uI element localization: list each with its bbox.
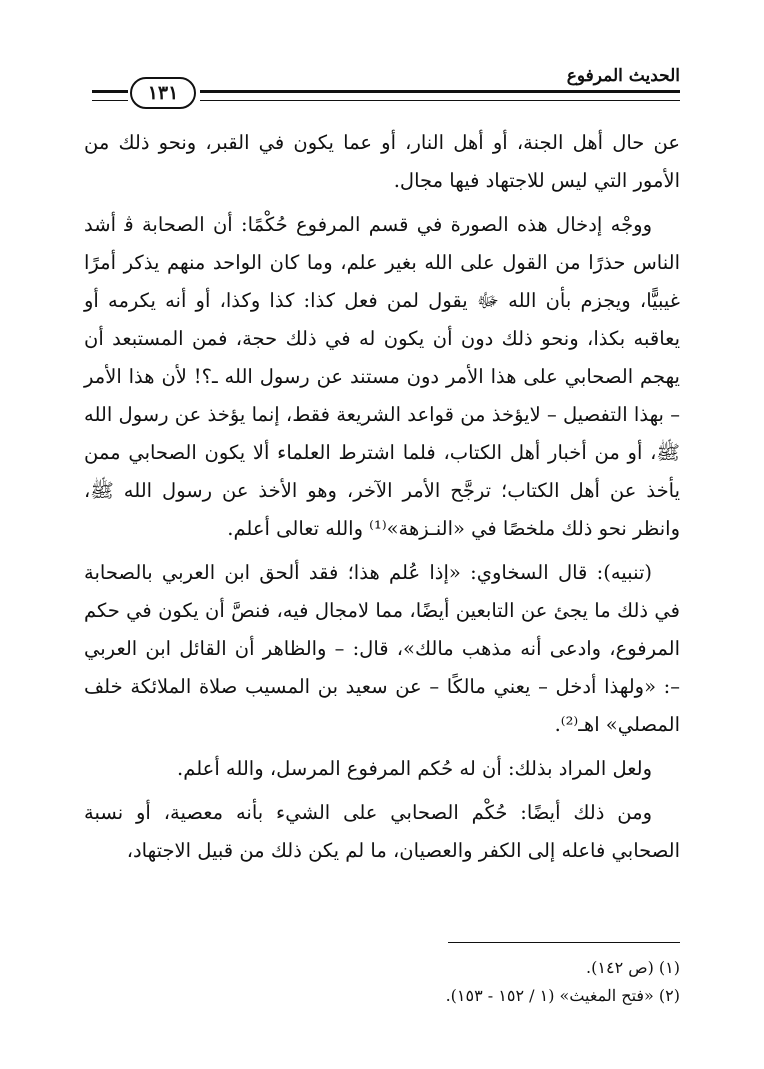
page-number-badge <box>130 77 196 109</box>
page-header <box>92 62 680 112</box>
footnotes <box>280 954 680 1010</box>
running-title: الحديث المرفوع <box>566 66 680 86</box>
paragraph-5: ومن ذلك أيضًا: حُكْم الصحابي على الشيء بأنه معصية، أو نسبة الصحابي فاعله إلى الكفر والعصيان، ما لم يكن ذلك من قبيل الاجتهاد، <box>84 801 680 862</box>
page-number: ١٣١ <box>147 81 179 104</box>
paragraph-2: ووجْه إدخال هذه الصورة في قسم المرفوع حُكْمًا: أن الصحابة ﭬ أشد الناس حذرًا من القول على الله بغير علم، وما كان الواحد منهم يذكر أمرًا غيبيًّا، ويجزم بأن الله ﷻ يقول لمن فعل كذا: كذا وكذا، أو أنه يكرمه أو يعاقبه بكذا، ونحو ذلك دون أن يكون له في ذلك حجة، فمن المستبعد أن يهجم الصحابي على هذا الأمر دون مستند عن رسول الله ـ؟! لأن هذا الأمر – بهذا التفصيل – لايؤخذ من قواعد الشريعة فقط، إنما يؤخذ عن رسول الله ﷺ، أو من أخبار أهل الكتاب، فلما اشترط العلماء ألا يكون الصحابي ممن يأخذ عن أهل الكتاب؛ ترجَّح الأمر الآخر، وهو الأخذ عن رسول الله ﷺ، وانظر نحو ذلك ملخصًا في «النـزهة»⁽¹⁾ والله تعالى أعلم. <box>84 213 680 540</box>
paragraph-1: عن حال أهل الجنة، أو أهل النار، أو عما يكون في القبر، ونحو ذلك من الأمور التي ليس للاجتهاد فيها مجال. <box>84 131 680 192</box>
footnote-2: (٢) «فتح المغيث» (١ / ١٥٢ - ١٥٣). <box>445 986 680 1005</box>
footnote-1: (١) (ص ١٤٢). <box>586 958 680 977</box>
header-rule-short <box>92 90 128 101</box>
paragraph-4: ولعل المراد بذلك: أن له حُكم المرفوع المرسل، والله أعلم. <box>177 757 652 780</box>
header-rule-long <box>200 90 680 101</box>
main-text <box>84 124 680 870</box>
paragraph-3: (تنبيه): قال السخاوي: «إذا عُلم هذا؛ فقد ألحق ابن العربي بالصحابة في ذلك ما يجئ عن التابعين أيضًا، مما لامجال فيه، فنصَّ أن يكون في حكم المرفوع، وادعى أنه مذهب مالك»، قال: – والظاهر أن القائل ابن العربي –: «ولهذا أدخل – يعني مالكًا – عن سعيد بن المسيب صلاة الملائكة خلف المصلي» اهـ⁽²⁾. <box>84 561 680 736</box>
footnote-separator <box>448 942 680 943</box>
